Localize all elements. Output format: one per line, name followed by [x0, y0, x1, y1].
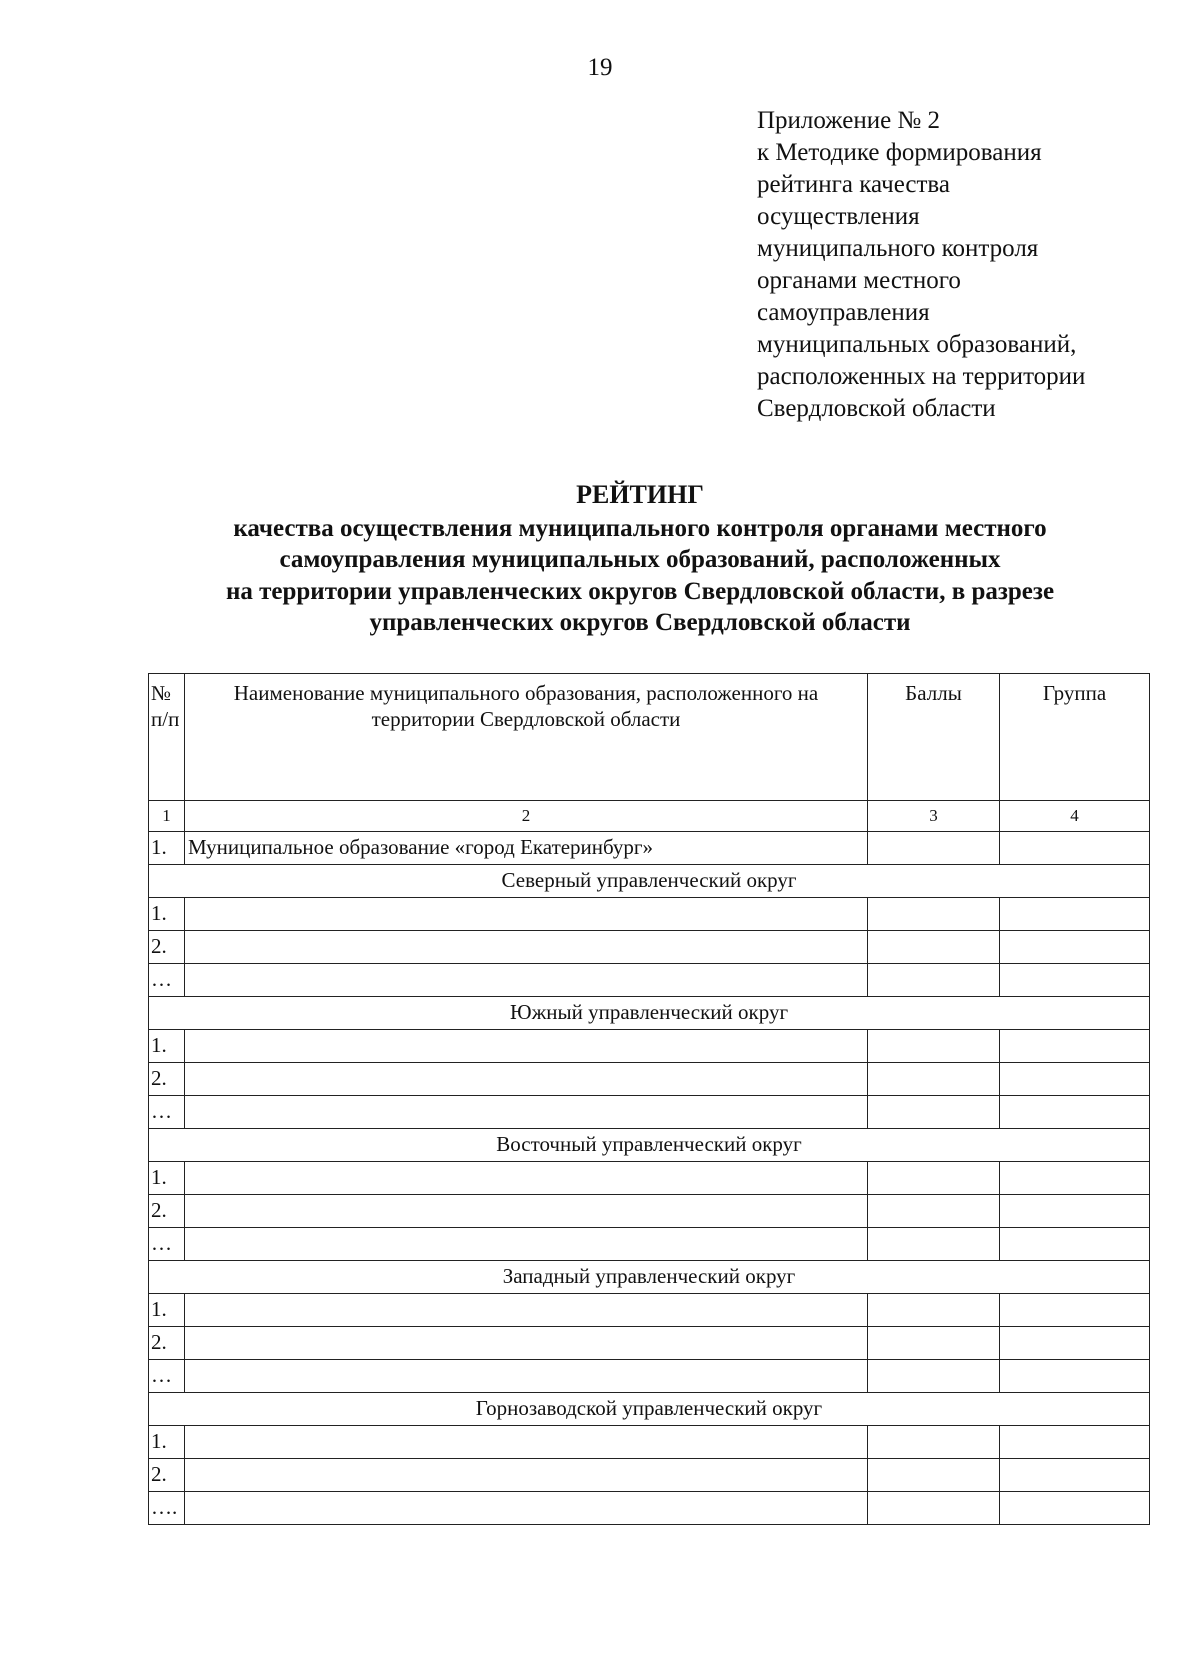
- row-name: [185, 1096, 868, 1129]
- district-name: Южный управленческий округ: [149, 997, 1150, 1030]
- row-score: [868, 1096, 1000, 1129]
- title-line: самоуправления муниципальных образований, расположенных: [279, 546, 1001, 573]
- row-group: [1000, 1426, 1150, 1459]
- table-row: [149, 1327, 1150, 1360]
- row-name: Муниципальное образование «город Екатеринбург»: [185, 832, 868, 865]
- row-num: …: [149, 1360, 185, 1393]
- table-row: [149, 1063, 1150, 1096]
- row-num: ….: [149, 1492, 185, 1525]
- column-number-row: [149, 801, 1150, 832]
- row-score: [868, 1459, 1000, 1492]
- row-score: [868, 1162, 1000, 1195]
- row-score: [868, 1228, 1000, 1261]
- district-header-row: [149, 1129, 1150, 1162]
- row-num: 1.: [149, 832, 185, 865]
- row-num: 1.: [149, 1294, 185, 1327]
- table-row: [149, 1096, 1150, 1129]
- district-header-row: [149, 1393, 1150, 1426]
- row-name: [185, 1030, 868, 1063]
- row-group: [1000, 1030, 1150, 1063]
- district-name: Восточный управленческий округ: [149, 1129, 1150, 1162]
- row-name: [185, 1294, 868, 1327]
- table-row: [149, 898, 1150, 931]
- district-name: Северный управленческий округ: [149, 865, 1150, 898]
- row-name: [185, 1492, 868, 1525]
- header-row: [149, 674, 1150, 801]
- row-num: 1.: [149, 898, 185, 931]
- row-num: 1.: [149, 1030, 185, 1063]
- table-row: [149, 1492, 1150, 1525]
- appendix-line: Приложение № 2: [757, 107, 941, 134]
- row-num: 2.: [149, 1459, 185, 1492]
- row-score: [868, 1294, 1000, 1327]
- row-name: [185, 964, 868, 997]
- appendix-line: самоуправления: [757, 299, 930, 326]
- row-num: …: [149, 1096, 185, 1129]
- row-group: [1000, 964, 1150, 997]
- title-line: на территории управленческих округов Свердловской области, в разрезе: [225, 577, 1055, 605]
- row-num: 2.: [149, 1063, 185, 1096]
- appendix-line: органами местного: [757, 267, 961, 294]
- row-score: [868, 964, 1000, 997]
- row-group: [1000, 1459, 1150, 1492]
- appendix-line: рейтинга качества: [757, 171, 951, 198]
- title-line: управленческих округов Свердловской области: [369, 609, 911, 636]
- district-header-row: [149, 997, 1150, 1030]
- appendix-line: осуществления: [757, 203, 920, 230]
- row-score: [868, 1030, 1000, 1063]
- table-row: [149, 1228, 1150, 1261]
- document-title: [60, 479, 1200, 639]
- appendix-line: муниципального контроля: [757, 235, 1039, 262]
- district-header-row: [149, 1261, 1150, 1294]
- row-group: [1000, 1294, 1150, 1327]
- row-name: [185, 1426, 868, 1459]
- column-number: 1: [149, 801, 185, 832]
- rating-table: [148, 673, 1150, 1525]
- row-num: 2.: [149, 931, 185, 964]
- row-score: [868, 898, 1000, 931]
- page-number: 19: [587, 54, 613, 81]
- appendix-line: расположенных на территории: [757, 363, 1086, 390]
- header-group: Группа: [1000, 674, 1150, 801]
- row-name: [185, 898, 868, 931]
- row-score: [868, 931, 1000, 964]
- row-group: [1000, 1228, 1150, 1261]
- table-row: [149, 964, 1150, 997]
- appendix-line: Свердловской области: [757, 395, 996, 422]
- row-name: [185, 931, 868, 964]
- row-group: [1000, 1063, 1150, 1096]
- table-row: [149, 1162, 1150, 1195]
- header-name: Наименование муниципального образования, расположенного на территории Свердловской области: [185, 674, 868, 801]
- row-num: …: [149, 1228, 185, 1261]
- row-score: [868, 1360, 1000, 1393]
- column-number: 2: [185, 801, 868, 832]
- table-row: [149, 1360, 1150, 1393]
- row-score: [868, 1063, 1000, 1096]
- row-group: [1000, 931, 1150, 964]
- table-row: [149, 1459, 1150, 1492]
- row-group: [1000, 898, 1150, 931]
- row-name: [185, 1063, 868, 1096]
- row-group: [1000, 1360, 1150, 1393]
- column-number: 3: [868, 801, 1000, 832]
- row-name: [185, 1195, 868, 1228]
- header-score: Баллы: [868, 674, 1000, 801]
- row-num: …: [149, 964, 185, 997]
- row-group: [1000, 1492, 1150, 1525]
- district-name: Западный управленческий округ: [149, 1261, 1150, 1294]
- row-group: [1000, 1195, 1150, 1228]
- district-header-row: [149, 865, 1150, 898]
- row-score: [868, 832, 1000, 865]
- appendix-note: [757, 105, 1177, 425]
- row-name: [185, 1459, 868, 1492]
- row-score: [868, 1327, 1000, 1360]
- row-num: 2.: [149, 1195, 185, 1228]
- row-group: [1000, 832, 1150, 865]
- row-name: [185, 1228, 868, 1261]
- row-score: [868, 1426, 1000, 1459]
- row-name: [185, 1162, 868, 1195]
- table-row: [149, 1294, 1150, 1327]
- row-num: 1.: [149, 1426, 185, 1459]
- header-num: № п/п: [149, 674, 185, 801]
- table-row: [149, 1195, 1150, 1228]
- appendix-line: муниципальных образований,: [757, 331, 1077, 358]
- row-name: [185, 1327, 868, 1360]
- row-group: [1000, 1327, 1150, 1360]
- table-row: [149, 1426, 1150, 1459]
- row-group: [1000, 1096, 1150, 1129]
- table-row: [149, 1030, 1150, 1063]
- row-num: 2.: [149, 1327, 185, 1360]
- row-name: [185, 1360, 868, 1393]
- row-group: [1000, 1162, 1150, 1195]
- row-num: 1.: [149, 1162, 185, 1195]
- title-main: РЕЙТИНГ: [576, 480, 704, 509]
- table-row: [149, 832, 1150, 865]
- table-row: [149, 931, 1150, 964]
- appendix-line: к Методике формирования: [757, 139, 1042, 166]
- column-number: 4: [1000, 801, 1150, 832]
- row-score: [868, 1195, 1000, 1228]
- title-line: качества осуществления муниципального контроля органами местного: [233, 514, 1047, 542]
- row-score: [868, 1492, 1000, 1525]
- district-name: Горнозаводской управленческий округ: [149, 1393, 1150, 1426]
